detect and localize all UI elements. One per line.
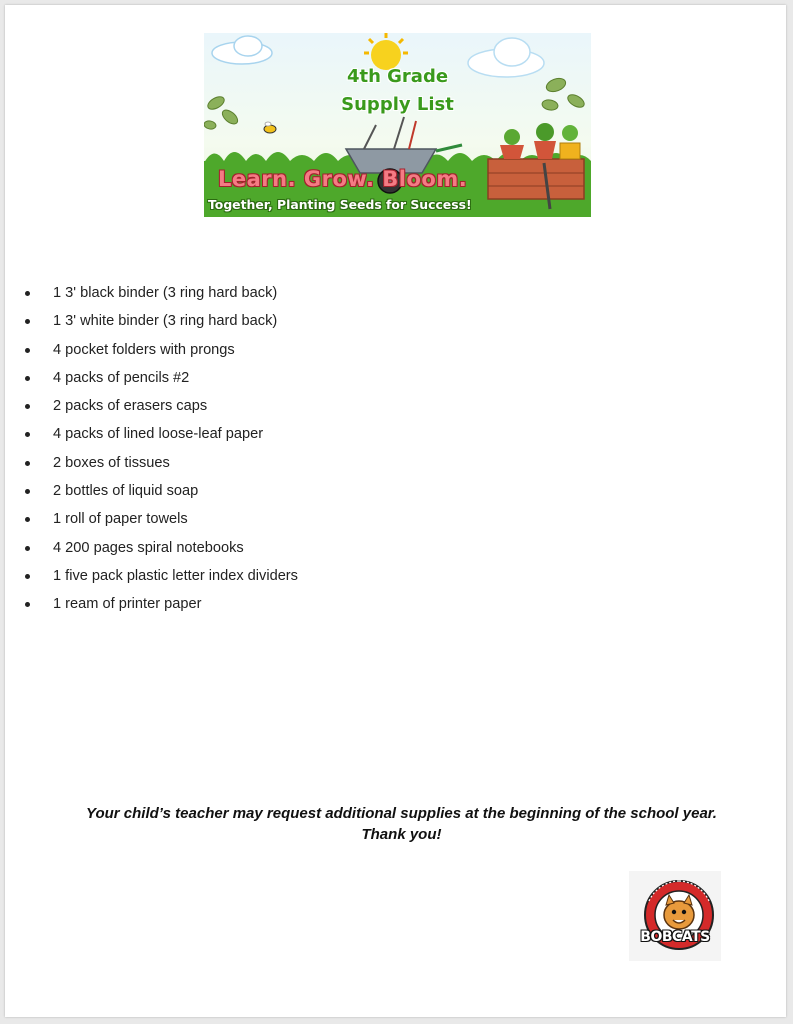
list-item xyxy=(25,337,298,365)
supply-item-text: 1 3' black binder (3 ring hard back) xyxy=(53,285,278,301)
bullet-icon xyxy=(25,291,30,296)
supply-list-banner xyxy=(204,33,591,217)
cloud-icon xyxy=(212,36,272,64)
logo-name: BOBCATS xyxy=(640,929,710,945)
list-item xyxy=(25,280,298,308)
list-item xyxy=(25,506,298,534)
bullet-icon xyxy=(25,432,30,437)
banner-title: 4th Grade xyxy=(346,66,449,87)
supply-item-text: 2 bottles of liquid soap xyxy=(53,483,199,500)
list-item xyxy=(25,563,298,591)
list-item xyxy=(25,591,298,619)
school-logo xyxy=(629,871,721,961)
bullet-icon xyxy=(25,461,30,466)
supply-item-text: 4 packs of lined loose-leaf paper xyxy=(53,426,264,443)
bullet-icon xyxy=(25,348,30,353)
supply-item-text: 1 five pack plastic letter index dividers xyxy=(53,567,298,584)
list-item xyxy=(25,478,298,506)
bullet-icon xyxy=(25,376,30,381)
bullet-icon xyxy=(25,546,30,551)
supply-item-text: 2 packs of erasers caps xyxy=(53,398,208,415)
list-item xyxy=(25,393,298,421)
bobcat-mascot-icon xyxy=(629,871,721,961)
teacher-note-line: Your child’s teacher may request additional supplies at the beginning of the school year. xyxy=(86,805,717,822)
teacher-note xyxy=(5,803,793,845)
bullet-icon xyxy=(25,574,30,579)
supply-item-text: 2 boxes of tissues xyxy=(53,454,170,471)
bullet-icon xyxy=(25,517,30,522)
bullet-icon xyxy=(25,602,30,607)
list-item xyxy=(25,308,298,336)
bullet-icon xyxy=(25,489,30,494)
list-item xyxy=(25,535,298,563)
supply-item-text: 4 pocket folders with prongs xyxy=(53,341,235,358)
sun-icon xyxy=(364,33,408,70)
list-item xyxy=(25,365,298,393)
supply-item-text: 1 3' white binder (3 ring hard back) xyxy=(53,313,278,330)
supply-item-text: 1 ream of printer paper xyxy=(53,596,202,613)
supply-list xyxy=(25,280,298,620)
list-item xyxy=(25,421,298,449)
bee-icon xyxy=(264,122,276,133)
banner-subtitle: Supply List xyxy=(341,94,454,115)
thank-you-text: Thank you! xyxy=(361,826,442,843)
list-item xyxy=(25,450,298,478)
banner-slogan: Learn. Grow. Bloom. xyxy=(218,167,468,191)
bullet-icon xyxy=(25,319,30,324)
bullet-icon xyxy=(25,404,30,409)
document-page xyxy=(5,5,786,1017)
supply-item-text: 4 packs of pencils #2 xyxy=(53,369,190,386)
supply-item-text: 1 roll of paper towels xyxy=(53,511,188,528)
banner-tagline: Together, Planting Seeds for Success! xyxy=(208,197,472,212)
supply-item-text: 4 200 pages spiral notebooks xyxy=(53,539,244,556)
